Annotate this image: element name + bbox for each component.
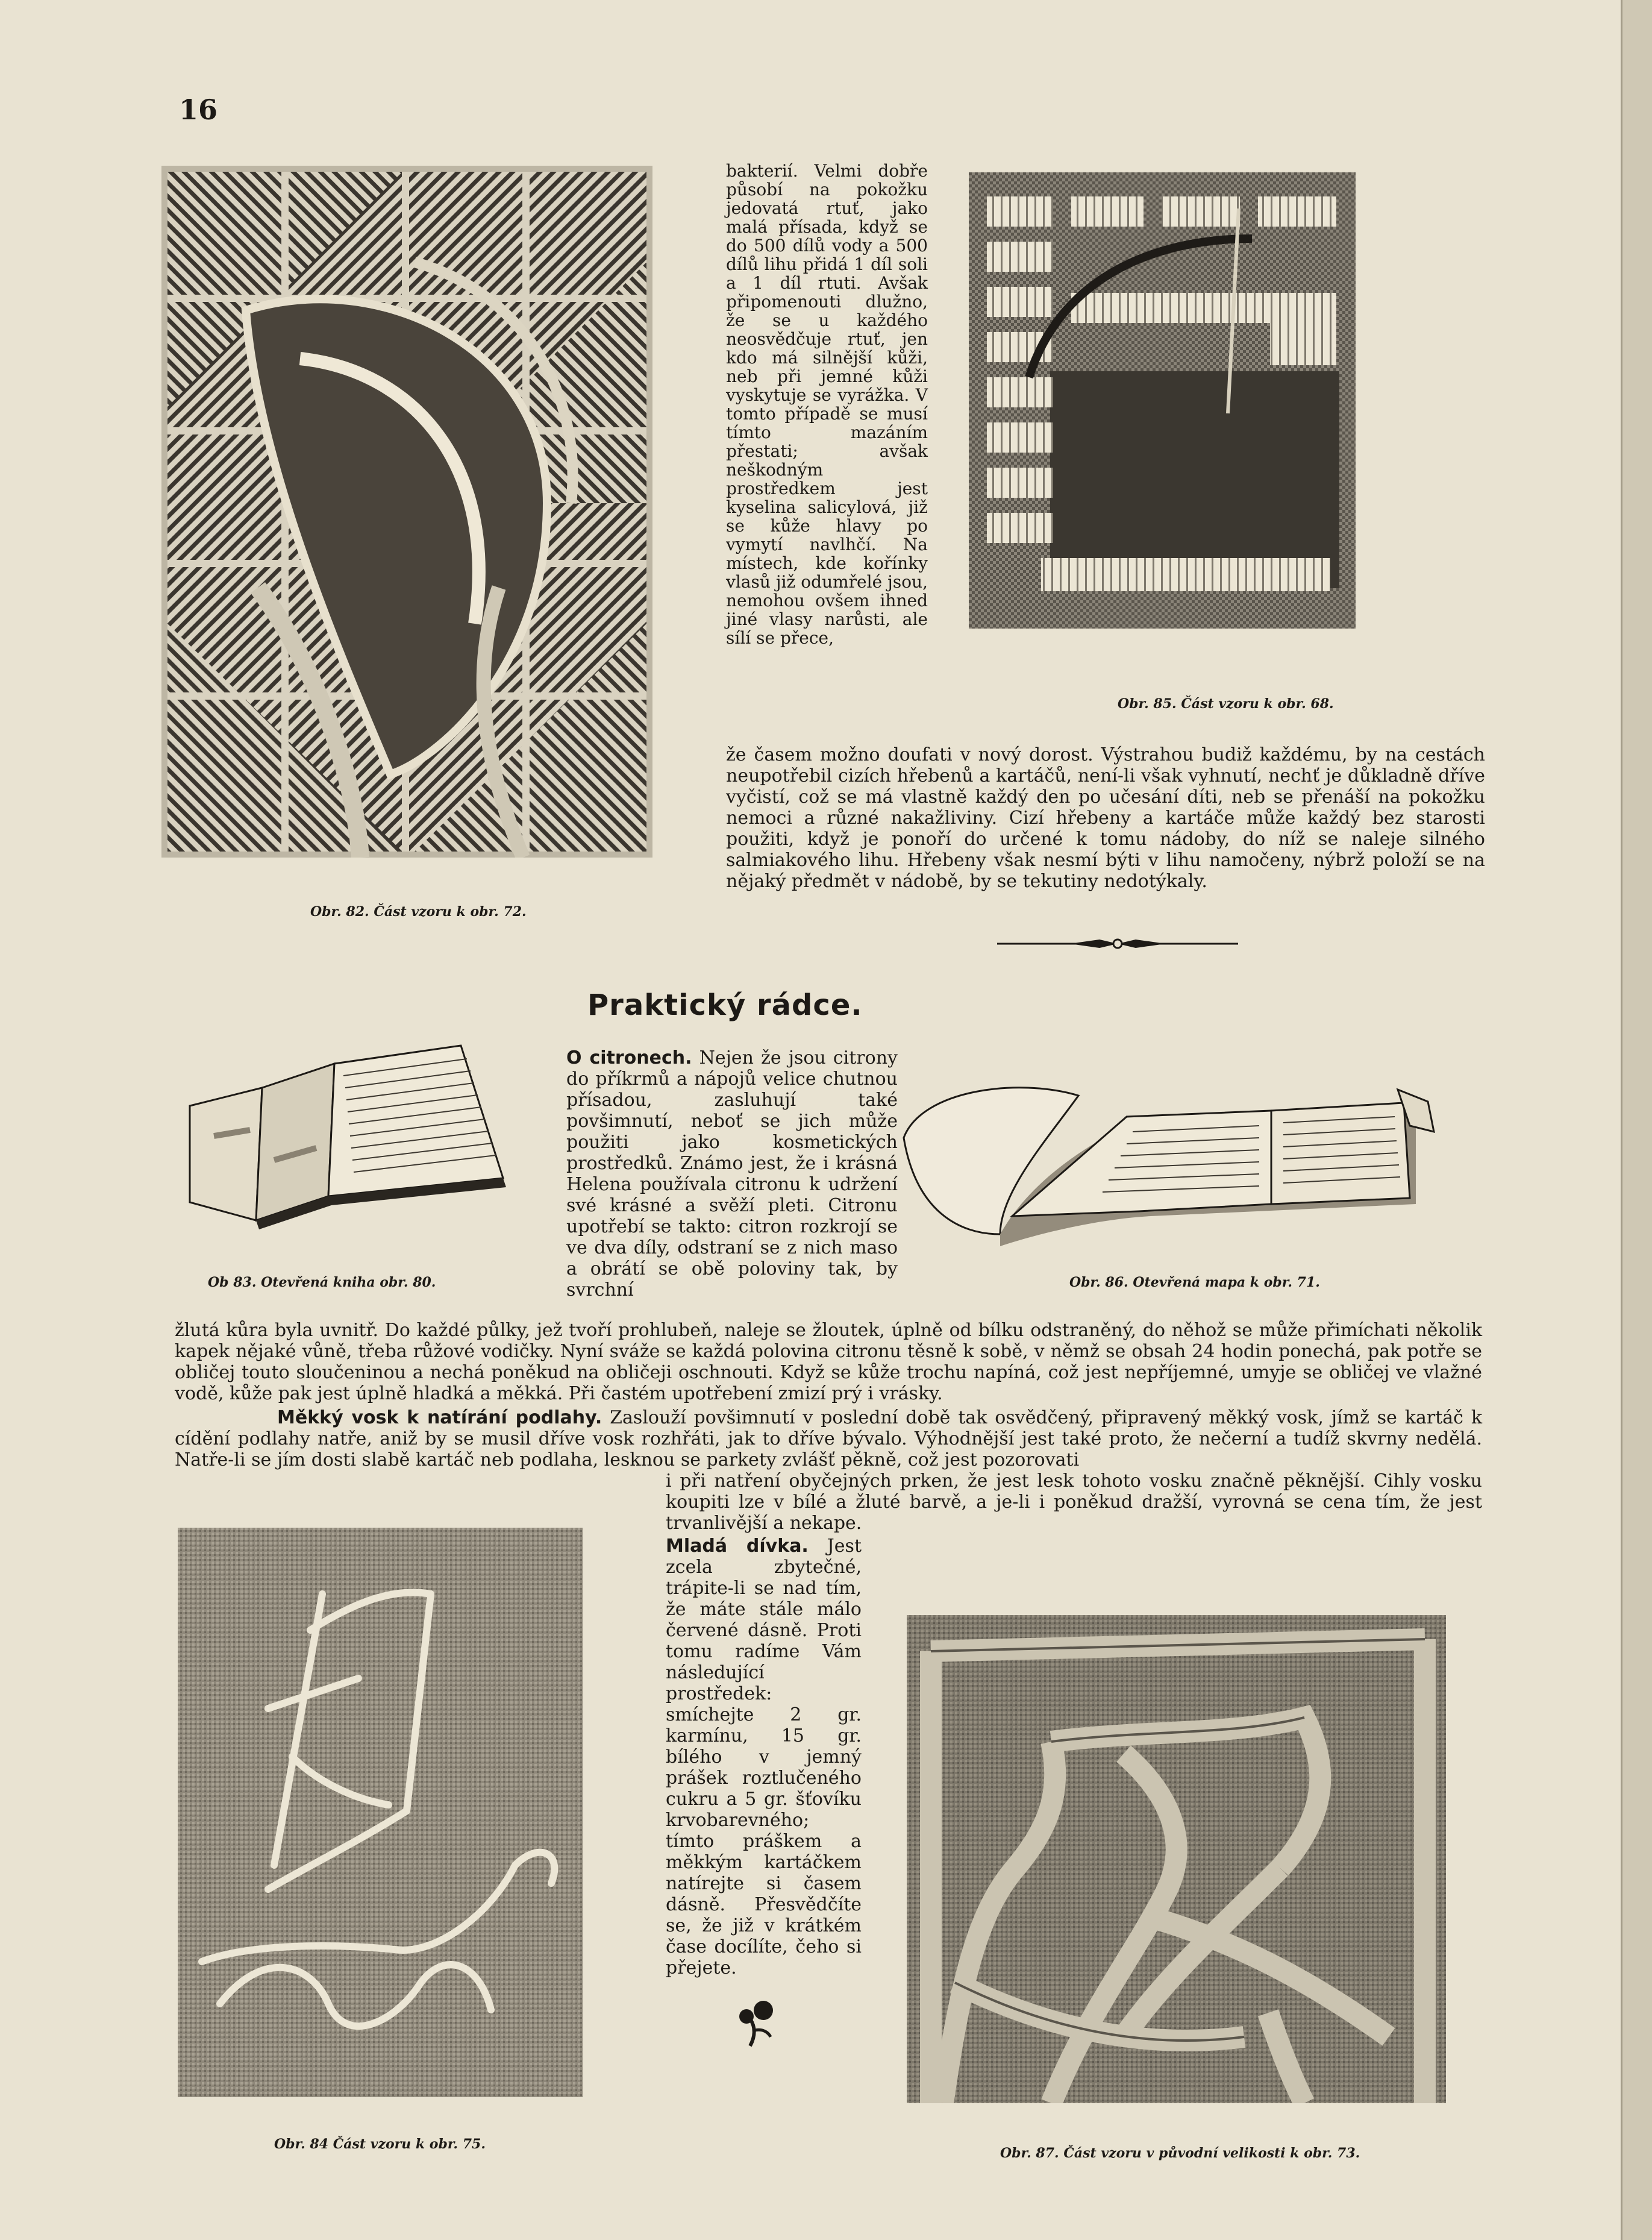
page-number: 16 [179, 93, 218, 126]
citron-narrow [566, 1047, 898, 1300]
figure-85-caption: Obr. 85. Část vzoru k obr. 68. [1118, 696, 1334, 712]
figure-83-open-book [178, 1021, 515, 1238]
divka-lead: Mladá dívka. [666, 1536, 809, 1557]
flower-ornament-icon [732, 1995, 786, 2049]
citron-narrow-text: Nejen že jsou citrony do příkrmů a nápojů velice chutnou přísadou, zasluhují také povšimnutí, neboť se jich může použiti jako kosmetických prostředků. Známo jest, že i krásná Helena používala citronu k udržení své krásné a svěží pleti. Citronu upotřebí se takto: citron rozkrojí se ve dva díly, odstraní se z nich maso a obrátí se obě poloviny tak, by svrchní [566, 1047, 898, 1300]
article-top-wide: že časem možno doufati v nový dorost. Výstrahou budiž každému, by na cestách neupotřebil cizích hřebenů a kartáčů, není-li však vyhnutí, nechť je důkladně dříve vyčistí, což se má vlastně každý den po učesání díti, neb se přenáší na pokožku nemoci a různé nakažliviny. Cizí hřebeny a kartáče může každý bez starosti použiti, když je ponoří do určené k tomu nádoby, do níž se naleje silného salmiakového lihu. Hřebeny však nesmí býti v lihu namočeny, nýbrž položí se na nějaký předmět v nádobě, by se tekutiny nedotýkaly. [726, 744, 1485, 892]
figure-83-caption: Ob 83. Otevřená kniha obr. 80. [208, 1275, 436, 1290]
vosk-wide-text: Zaslouží povšimnutí v poslední době tak osvědčený, připravený měkký vosk, jímž se kartáč k cídění podlahy natře, aniž by se musil dříve vosk rozhřáti, jak to dříve bývalo. Výhodnější jest také proto, že nečerní a tudíž skvrny nedělá. Natře-li se jím dosti slabě kartáč neb podlaha, lesknou se parkety zvlášť pěkně, což jest pozorovati [175, 1407, 1482, 1470]
vosk-wide [175, 1407, 1482, 1470]
ornament-divider [997, 937, 1238, 950]
figure-87-caption: Obr. 87. Část vzoru v původní velikosti k obr. 73. [1000, 2145, 1360, 2161]
figure-85-embroidery [969, 172, 1356, 629]
divka-text [666, 1536, 862, 1978]
figure-87-embroidery [907, 1615, 1446, 2103]
page-edge [1621, 0, 1652, 2240]
article-top-narrow: bakterií. Velmi dobře působí na pokožku jedovatá rtuť, jako malá přísada, když se do 500 dílů vody a 500 dílů lihu přidá 1 díl soli a 1 díl rtuti. Avšak připomenouti dlužno, že se u každého neosvědčuje rtuť, jen kdo má silnější kůži, neb při jemné kůži vyskytuje se vyrážka. V tomto případě se musí tímto mazáním přestati; avšak neškodným prostředkem jest kyselina salicylová, již se kůže hlavy po vymytí navlhčí. Na místech, kde kořínky vlasů již odumřelé jsou, nemohou ovšem ihned jiné vlasy narůsti, ale sílí se přece, [726, 161, 928, 648]
citron-lead: O citronech. [566, 1047, 692, 1068]
figure-82-embroidery [161, 166, 652, 858]
figure-86-caption: Obr. 86. Otevřená mapa k obr. 71. [1069, 1275, 1320, 1290]
figure-84-embroidery [178, 1528, 583, 2097]
vosk-lead: Měkký vosk k natírání podlahy. [277, 1407, 602, 1428]
divka-body: Jest zcela zbytečné, trápite-li se nad tím, že máte stále málo červené dásně. Proti tomu radíme Vám následující prostředek: smíchejte 2 gr. karmínu, 15 gr. bílého v jemný prášek roztlučeného cukru a 5 gr. šťovíku krvobarevného; tímto práškem a měkkým kartáčkem natírejte si časem dásně. Přesvědčíte se, že již v krátkém čase docílíte, čeho si přejete. [666, 1536, 862, 1978]
vosk-narrow: i při natření obyčejných prken, že jest lesk tohoto vosku značně pěknější. Cihly vosku koupiti lze v bílé a žluté barvě, a je-li i poněkud dražší, vyrovná se cena tím, že jest trvanlivější a nekape. [666, 1470, 1482, 1534]
citron-wide: žlutá kůra byla uvnitř. Do každé půlky, jež tvoří prohlubeň, naleje se žloutek, úplně od bílku odstraněný, do něhož se může přimíchati několik kapek nějaké vůně, třeba růžové vodičky. Nyní sváže se každá polovina citronu těsně k sobě, v němž se obsah 24 hodin ponechá, pak potře se obličej touto sloučeninou a nechá poněkud na obličeji oschnouti. Když se kůže trochu napíná, což jest nepříjemné, umyje se obličej ve vlažné vodě, kůže pak jest úplně hladká a měkká. Při častém upotřebení zmizí prý i vrásky. [175, 1320, 1482, 1404]
section-heading: Praktický rádce. [587, 988, 863, 1022]
figure-84-caption: Obr. 84 Část vzoru k obr. 75. [274, 2136, 486, 2152]
figure-82-caption: Obr. 82. Část vzoru k obr. 72. [310, 904, 527, 920]
figure-86-open-map [898, 1053, 1440, 1258]
